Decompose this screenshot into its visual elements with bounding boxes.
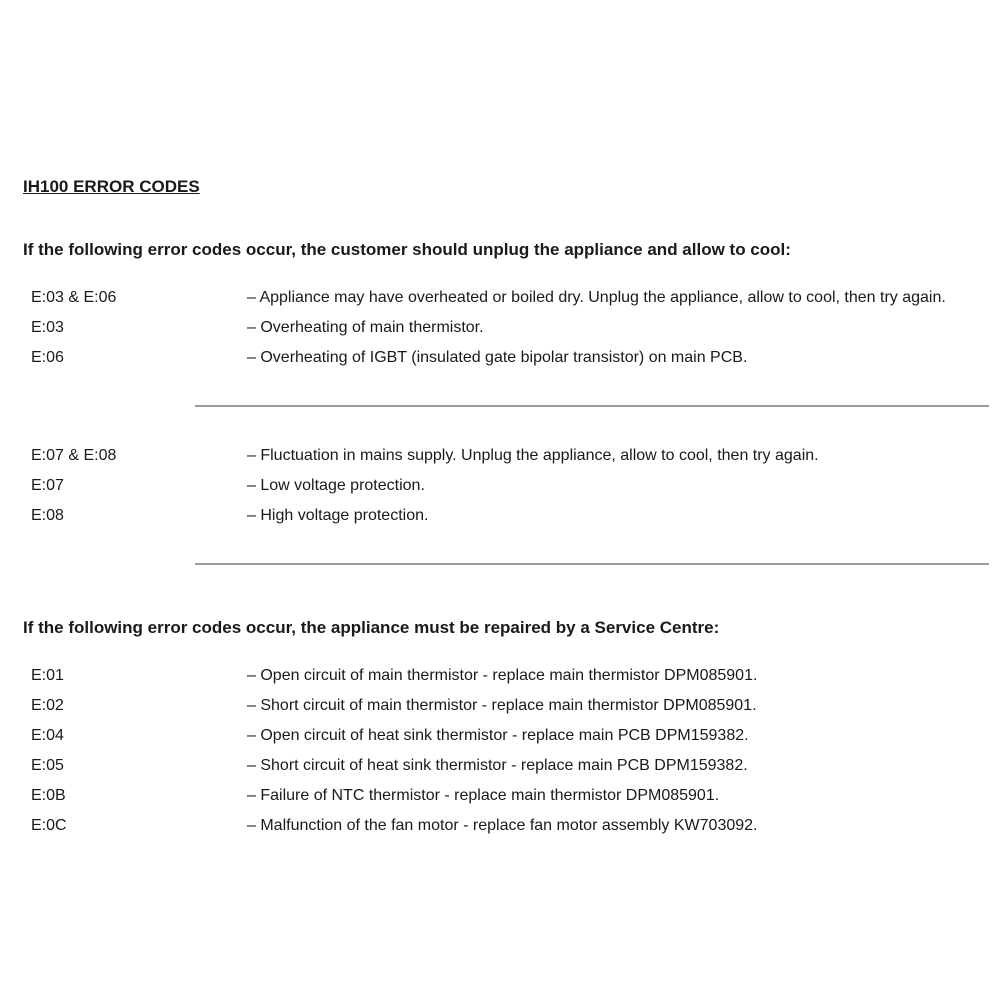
error-description: – Malfunction of the fan motor - replace fan motor assembly KW703092. [247, 817, 758, 834]
error-row [0, 289, 1000, 313]
error-code: E:03 [31, 319, 64, 336]
error-row [0, 477, 1000, 501]
error-code: E:03 & E:06 [31, 289, 117, 306]
error-description: – Overheating of main thermistor. [247, 319, 484, 336]
error-code: E:06 [31, 349, 64, 366]
error-description: – Overheating of IGBT (insulated gate bipolar transistor) on main PCB. [247, 349, 748, 366]
error-row [0, 817, 1000, 841]
error-description: – Failure of NTC thermistor - replace main thermistor DPM085901. [247, 787, 720, 804]
error-row [0, 727, 1000, 751]
error-code: E:0B [31, 787, 66, 804]
error-description: – Low voltage protection. [247, 477, 425, 494]
error-code: E:01 [31, 667, 64, 684]
document-title: IH100 ERROR CODES [23, 177, 200, 196]
error-code: E:04 [31, 727, 64, 744]
error-code: E:0C [31, 817, 67, 834]
unplug-section-heading: If the following error codes occur, the customer should unplug the appliance and allow to cool: [23, 240, 791, 259]
error-code: E:02 [31, 697, 64, 714]
error-code: E:05 [31, 757, 64, 774]
error-code: E:07 [31, 477, 64, 494]
group-divider [195, 405, 989, 407]
group-divider [195, 563, 989, 565]
error-description: – Fluctuation in mains supply. Unplug the appliance, allow to cool, then try again. [247, 447, 819, 464]
error-description: – Short circuit of main thermistor - replace main thermistor DPM085901. [247, 697, 757, 714]
error-description: – Open circuit of main thermistor - replace main thermistor DPM085901. [247, 667, 758, 684]
error-code: E:08 [31, 507, 64, 524]
error-row [0, 319, 1000, 343]
error-code: E:07 & E:08 [31, 447, 117, 464]
error-row [0, 697, 1000, 721]
error-row [0, 349, 1000, 373]
error-description: – High voltage protection. [247, 507, 429, 524]
error-row [0, 787, 1000, 811]
error-row [0, 667, 1000, 691]
service-section-heading: If the following error codes occur, the appliance must be repaired by a Service Centre: [23, 618, 720, 637]
error-description: – Appliance may have overheated or boiled dry. Unplug the appliance, allow to cool, then try again. [247, 289, 946, 306]
error-row [0, 757, 1000, 781]
error-description: – Short circuit of heat sink thermistor - replace main PCB DPM159382. [247, 757, 748, 774]
error-row [0, 447, 1000, 471]
error-row [0, 507, 1000, 531]
error-description: – Open circuit of heat sink thermistor - replace main PCB DPM159382. [247, 727, 749, 744]
